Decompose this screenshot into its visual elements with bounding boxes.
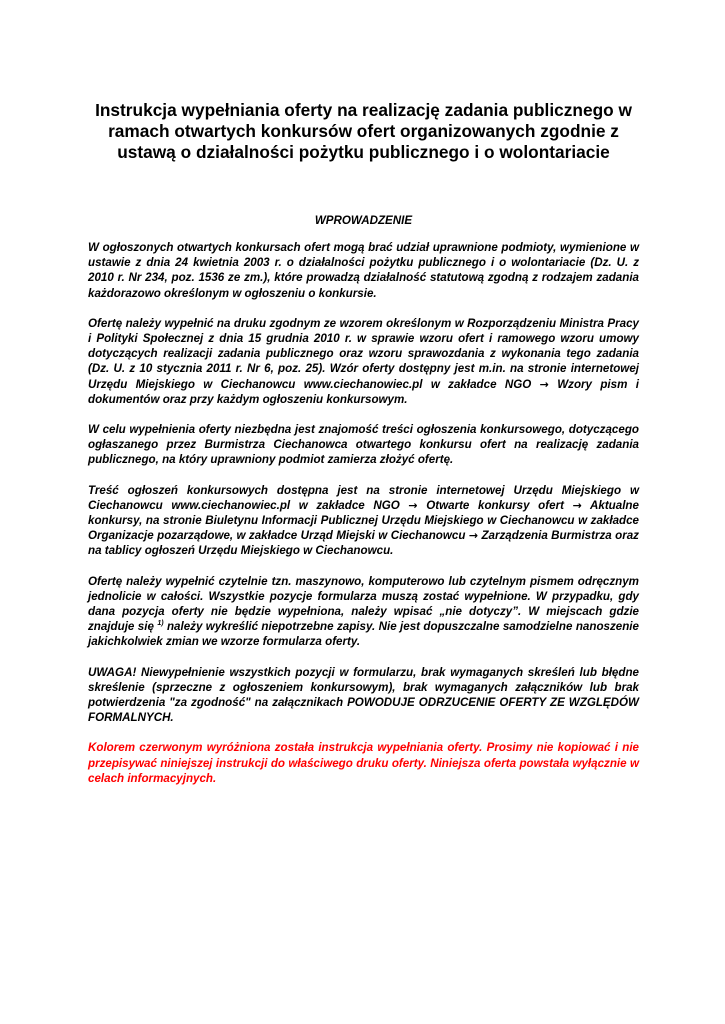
section-heading: WPROWADZENIE <box>314 214 413 227</box>
paragraph-red-notice <box>88 740 639 786</box>
title-line-1: Instrukcja wypełniania oferty na realizację zadania publicznego w <box>95 100 632 120</box>
paragraph-filling-rules-text-a: Ofertę należy wypełnić czytelnie tzn. maszynowo, komputerowo lub czytelnym pismem odręcznym jednolicie w całości. Wszystkie pozycje formularza muszą zostać wypełnione. W przypadku, gdy dana pozycja oferty nie będzie wypełniona, należy wpisać „nie dotyczy”. W miejscach gdzie znajduje się <box>88 574 639 634</box>
paragraph-announcement-location-text-a: Treść ogłoszeń konkursowych dostępna jest na stronie internetowej Urzędu Miejskiego w Ciechanowcu www.ciechanowiec.pl w zakładce NGO <box>88 483 639 512</box>
paragraph-eligibility <box>88 240 639 301</box>
paragraph-announcement-knowledge-text: W celu wypełnienia oferty niezbędna jest znajomość treści ogłoszenia konkursowego, dotyczącego ogłaszanego przez Burmistrza Ciechanowca otwartego konkursu ofert na realizację zadania publicznego, na który uprawniony podmiot zamierza złożyć ofertę. <box>88 423 639 467</box>
paragraph-warning <box>88 665 639 726</box>
arrow-right-icon: → <box>572 498 582 512</box>
title-line-3: ustawą o działalności pożytku publicznego i o wolontariacie <box>117 142 610 162</box>
paragraph-announcement-location <box>88 483 639 559</box>
paragraph-announcement-knowledge <box>88 422 639 468</box>
footnote-marker: 1) <box>157 620 164 628</box>
paragraph-filling-rules-text-b: należy wykreślić niepotrzebne zapisy. Nie jest dopuszczalne samodzielne nanoszenie jakichkolwiek zmian we wzorze formularza oferty. <box>88 620 639 649</box>
arrow-right-icon: → <box>468 529 479 543</box>
title-line-2: ramach otwartych konkursów ofert organizowanych zgodnie z <box>108 121 619 141</box>
paragraph-warning-text: UWAGA! Niewypełnienie wszystkich pozycji w formularzu, brak wymaganych skreśleń lub błędne skreślenie (sprzeczne z ogłoszeniem konkursowym), brak wymaganych załączników lub brak potwierdzenia "za zgodność" na załącznikach POWODUJE ODRZUCENIE OFERTY ZE WZGLĘDÓW FORMALNYCH. <box>88 665 639 725</box>
paragraph-offer-form-text-b: Wzory pism i dokumentów oraz przy każdym ogłoszeniu konkursowym. <box>88 377 639 406</box>
paragraph-filling-rules <box>88 574 639 650</box>
paragraph-red-notice-text: Kolorem czerwonym wyróżniona została instrukcja wypełniania oferty. Prosimy nie kopiować i nie przepisywać niniejszej instrukcji do właściwego druku oferty. Niniejsza oferta powstała wyłącznie w celach informacyjnych. <box>88 741 639 785</box>
document-title <box>88 100 639 163</box>
arrow-right-icon: → <box>539 377 549 391</box>
paragraph-announcement-location-text-b: Otwarte konkursy ofert <box>426 498 564 512</box>
arrow-right-icon: → <box>408 498 418 512</box>
paragraph-announcement-location-text-d: Zarządzenia Burmistrza oraz na tablicy ogłoszeń Urzędu Miejskiego w Ciechanowcu. <box>88 529 639 558</box>
paragraph-offer-form-text-a: Ofertę należy wypełnić na druku zgodnym ze wzorem określonym w Rozporządzeniu Ministra Pracy i Polityki Społecznej z dnia 15 grudnia 2010 r. w sprawie wzoru ofert i ramowego wzoru umowy dotyczących realizacji zadania publicznego oraz wzoru sprawozdania z wykonania tego zadania (Dz. U. z 10 stycznia 2011 r. Nr 6, poz. 25). Wzór oferty dostępny jest m.in. na stronie internetowej Urzędu Miejskiego w Ciechanowcu www.ciechanowiec.pl w zakładce NGO <box>88 316 639 391</box>
paragraph-offer-form <box>88 316 639 407</box>
paragraph-announcement-location-text-c: Aktualne konkursy, na stronie Biuletynu Informacji Publicznej Urzędu Miejskiego w Ciechanowcu w zakładce Organizacje pozarządowe, w zakładce Urząd Miejski w Ciechanowcu <box>88 498 639 543</box>
paragraph-eligibility-text: W ogłoszonych otwartych konkursach ofert mogą brać udział uprawnione podmioty, wymienione w ustawie z dnia 24 kwietnia 2003 r. o działalności pożytku publicznego i o wolontariacie (Dz. U. z 2010 r. Nr 234, poz. 1536 ze zm.), które prowadzą działalność statutową zgodną z rodzajem zadania każdorazowo określonym w ogłoszeniu o konkursie. <box>88 241 639 300</box>
